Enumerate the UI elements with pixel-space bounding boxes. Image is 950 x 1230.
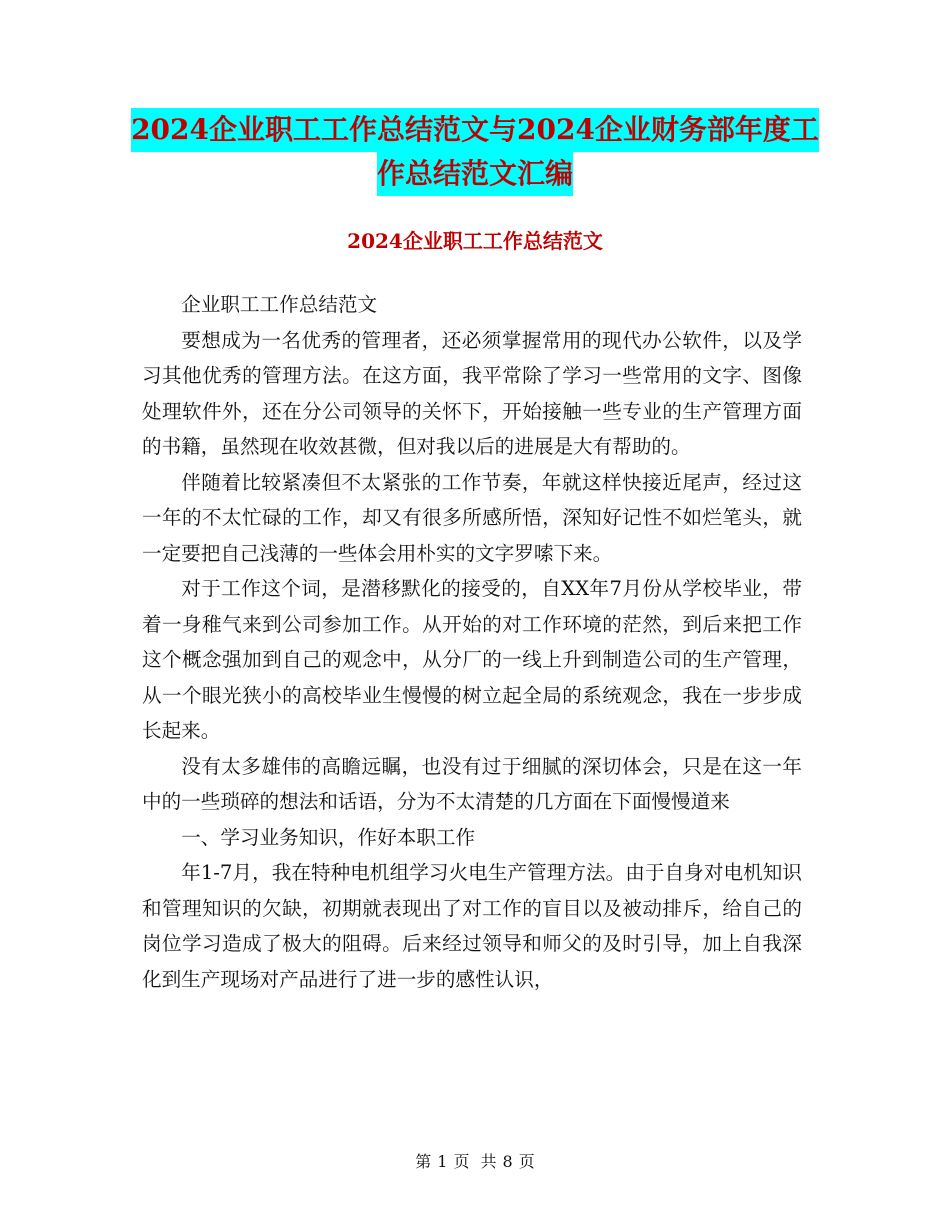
page-label-suffix: 页 bbox=[518, 1152, 535, 1171]
page-number: 1 bbox=[437, 1152, 448, 1171]
section-heading: 一、学习业务知识，作好本职工作 bbox=[181, 825, 476, 849]
page-footer bbox=[0, 1150, 950, 1174]
total-pages: 8 bbox=[502, 1152, 513, 1171]
page-label-prefix: 第 bbox=[415, 1152, 432, 1171]
document-title-line-1: 2024企业职工工作总结范文与2024企业财务部年度工 bbox=[131, 108, 819, 152]
document-body bbox=[142, 287, 802, 997]
paragraph: 要想成为一名优秀的管理者，还必须掌握常用的现代办公软件，以及学习其他优秀的管理方法。在这方面，我平常除了学习一些常用的文字、图像处理软件外，还在分公司领导的关怀下，开始接触一些专业的生产管理方面的书籍，虽然现在收效甚微，但对我以后的进展是大有帮助的。 bbox=[142, 328, 802, 458]
paragraph: 对于工作这个词，是潜移默化的接受的，自XX年7月份从学校毕业，带着一身稚气来到公司参加工作。从开始的对工作环境的茫然，到后来把工作这个概念强加到自己的观念中，从分厂的一线上升到制造公司的生产管理，从一个眼光狭小的高校毕业生慢慢的树立起全局的系统观念，我在一步步成长起来。 bbox=[142, 577, 802, 742]
document-title-line-2: 作总结范文汇编 bbox=[377, 152, 573, 196]
paragraph-subheading: 企业职工工作总结范文 bbox=[181, 293, 378, 316]
page-label-middle: 页 共 bbox=[453, 1152, 497, 1171]
paragraph: 年1-7月，我在特种电机组学习火电生产管理方法。由于自身对电机知识和管理知识的欠缺，初期就表现出了对工作的盲目以及被动排斥，给自己的岗位学习造成了极大的阻碍。后来经过领导和师父的及时引导，加上自我深化到生产现场对产品进行了进一步的感性认识， bbox=[142, 861, 802, 991]
paragraph: 伴随着比较紧凑但不太紧张的工作节奏，年就这样快接近尾声，经过这一年的不太忙碌的工作，却又有很多所感所悟，深知好记性不如烂笔头，就一定要把自己浅薄的一些体会用朴实的文字罗嗦下来。 bbox=[142, 470, 802, 565]
document-title-line-2-wrapper bbox=[0, 152, 950, 196]
section-title: 2024企业职工工作总结范文 bbox=[347, 229, 603, 253]
paragraph: 没有太多雄伟的高瞻远瞩，也没有过于细腻的深切体会，只是在这一年中的一些琐碎的想法和话语，分为不太清楚的几方面在下面慢慢道来 bbox=[142, 754, 802, 813]
document-title-line-1-wrapper bbox=[0, 108, 950, 152]
